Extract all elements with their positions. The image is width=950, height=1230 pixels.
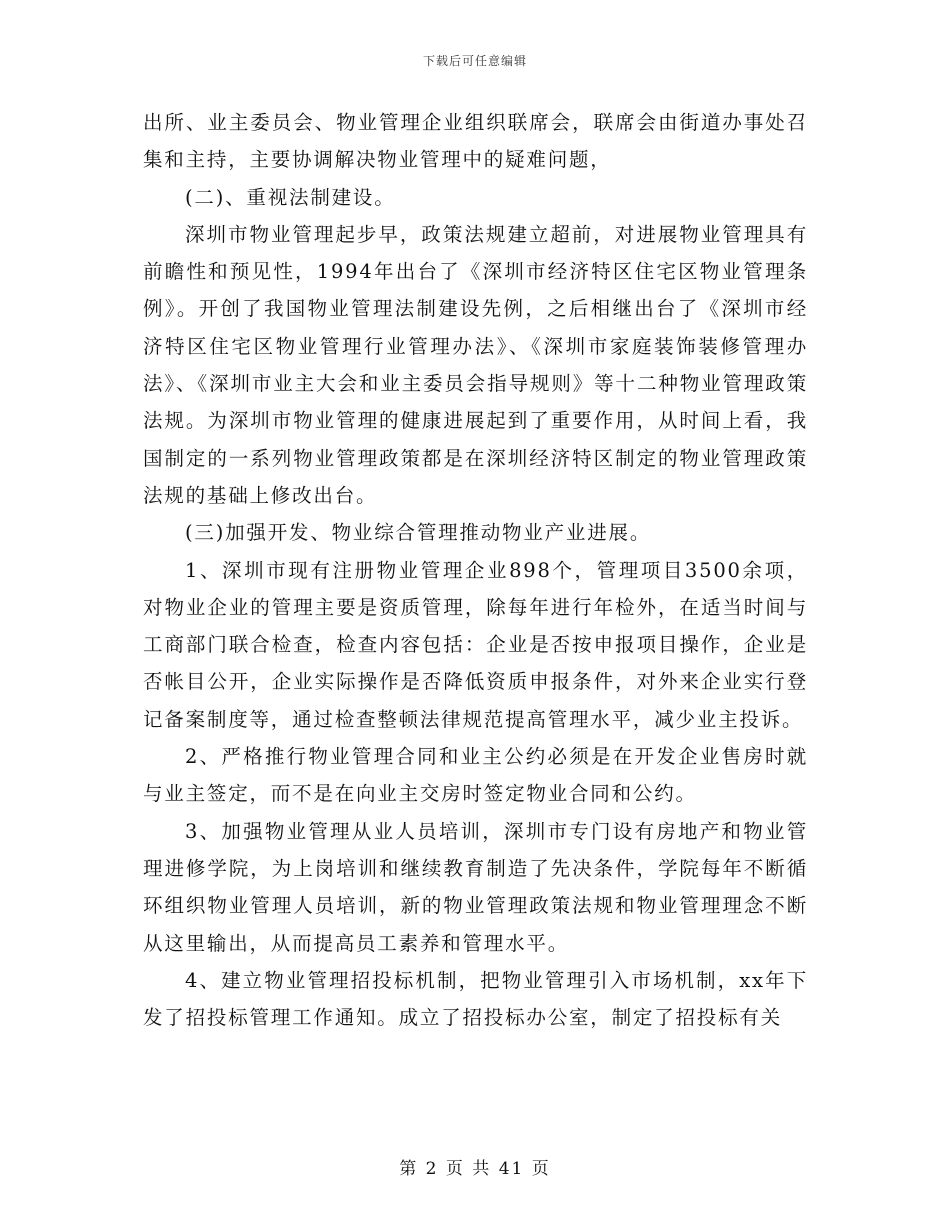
paragraph-6: 2、严格推行物业管理合同和业主公约必须是在开发企业售房时就与业主签定，而不是在向业主交房时签定物业合同和公约。	[143, 745, 808, 806]
paragraph-3: 深圳市物业管理起步早，政策法规建立超前，对进展物业管理具有前瞻性和预见性，1994年出台了《深圳市经济特区住宅区物业管理条例》。开创了我国物业管理法制建设先例，之后相继出台了《深圳市经济特区住宅区物业管理行业管理办法》、《深圳市家庭装饰装修管理办法》、《深圳市业主大会和业主委员会指导规则》等十二种物业管理政策法规。为深圳市物业管理的健康进展起到了重要作用，从时间上看，我国制定的一系列物业管理政策都是在深圳经济特区制定的物业管理政策法规的基础上修改出台。	[143, 222, 808, 507]
paragraph-4: (三)加强开发、物业综合管理推动物业产业进展。	[185, 521, 652, 545]
page-footer: 第 2 页 共 41 页	[399, 1159, 551, 1179]
paragraph-1: 出所、业主委员会、物业管理企业组织联席会，联席会由街道办事处召集和主持，主要协调解决物业管理中的疑难问题，	[143, 111, 808, 172]
page-header-note: 下载后可任意编辑	[422, 54, 527, 68]
paragraph-2: (二)、重视法制建设。	[185, 185, 396, 209]
paragraph-8: 4、建立物业管理招投标机制，把物业管理引入市场机制，xx年下发了招投标管理工作通知。成立了招投标办公室，制定了招投标有关	[143, 968, 808, 1030]
paragraph-7: 3、加强物业管理从业人员培训，深圳市专门设有房地产和物业管理进修学院，为上岗培训和继续教育制造了先决条件，学院每年不断循环组织物业管理人员培训，新的物业管理政策法规和物业管理理念不断从这里输出，从而提高员工素养和管理水平。	[143, 819, 808, 955]
document-body	[143, 104, 808, 1036]
paragraph-5: 1、深圳市现有注册物业管理企业898个，管理项目3500余项，对物业企业的管理主要是资质管理，除每年进行年检外，在适当时间与工商部门联合检查，检查内容包括：企业是否按申报项目操作，企业是否帐目公开，企业实际操作是否降低资质申报条件，对外来企业实行登记备案制度等，通过检查整顿法律规范提高管理水平，减少业主投诉。	[143, 558, 808, 731]
